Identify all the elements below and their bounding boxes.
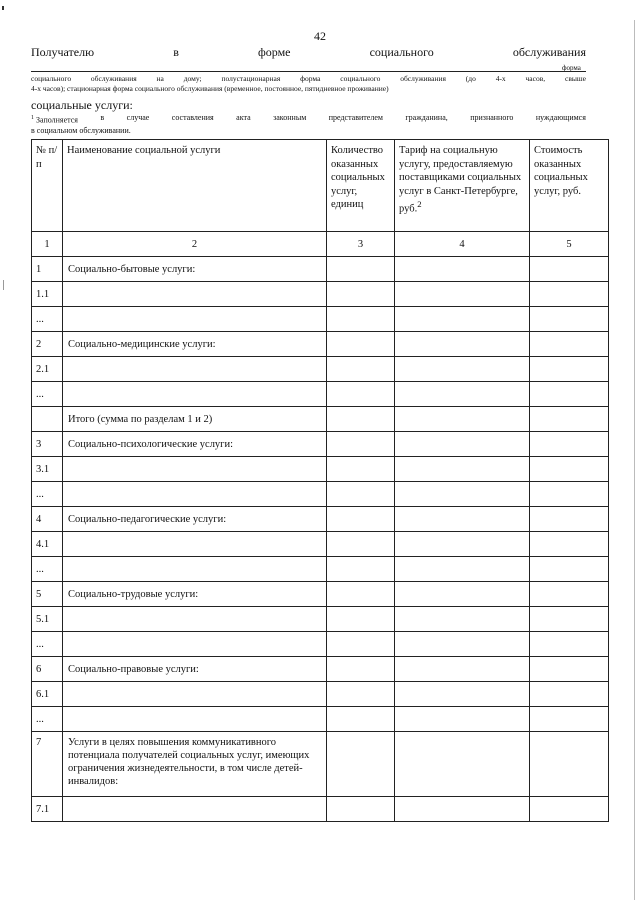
footnote-word: акта <box>236 113 251 122</box>
col-number: 3 <box>327 232 395 257</box>
table-row <box>32 707 609 732</box>
recipient-word: в <box>173 45 179 59</box>
col-number: 4 <box>395 232 530 257</box>
row-tariff-cell <box>395 682 530 707</box>
row-cost-cell <box>530 657 609 682</box>
row-number: 5 <box>32 582 63 607</box>
row-number: 1 <box>32 257 63 282</box>
row-tariff-cell <box>395 282 530 307</box>
note-word: дому; <box>183 74 202 83</box>
table-row <box>32 257 609 282</box>
row-tariff-cell <box>395 257 530 282</box>
row-cost-cell <box>530 557 609 582</box>
row-number: ... <box>32 307 63 332</box>
row-cost-cell <box>530 607 609 632</box>
row-tariff-cell <box>395 407 530 432</box>
row-tariff-cell <box>395 582 530 607</box>
table-row <box>32 797 609 822</box>
row-cost-cell <box>530 382 609 407</box>
row-service-name <box>63 797 327 822</box>
note-word: обслуживания <box>400 74 446 83</box>
row-qty-cell <box>327 632 395 657</box>
row-tariff-cell <box>395 382 530 407</box>
row-number: ... <box>32 707 63 732</box>
footnote <box>31 113 586 136</box>
row-tariff-cell <box>395 557 530 582</box>
table-row <box>32 557 609 582</box>
footnote-word: Заполняется <box>36 115 78 125</box>
services-table <box>31 139 609 822</box>
row-qty-cell <box>327 532 395 557</box>
row-cost-cell <box>530 707 609 732</box>
footnote-word: представителем <box>328 113 383 122</box>
row-tariff-cell <box>395 482 530 507</box>
row-service-name <box>63 457 327 482</box>
header-name: Наименование социальной услуги <box>63 140 327 232</box>
row-service-name: Социально-правовые услуги: <box>63 657 327 682</box>
table-row <box>32 482 609 507</box>
row-qty-cell <box>327 257 395 282</box>
scan-mark <box>3 280 4 290</box>
row-service-name <box>63 382 327 407</box>
row-service-name <box>63 707 327 732</box>
row-cost-cell <box>530 307 609 332</box>
fill-in-underline <box>31 71 586 72</box>
row-number: 3.1 <box>32 457 63 482</box>
row-service-name <box>63 607 327 632</box>
row-qty-cell <box>327 582 395 607</box>
row-number: 6.1 <box>32 682 63 707</box>
recipient-word: Получателю <box>31 45 95 59</box>
table-row <box>32 582 609 607</box>
table-row <box>32 282 609 307</box>
col-number: 5 <box>530 232 609 257</box>
row-cost-cell <box>530 432 609 457</box>
row-tariff-cell <box>395 432 530 457</box>
footnote-word: случае <box>126 113 150 122</box>
row-number: 6 <box>32 657 63 682</box>
row-tariff-cell <box>395 732 530 797</box>
row-tariff-cell <box>395 532 530 557</box>
form-type-note <box>31 74 586 94</box>
row-cost-cell <box>530 407 609 432</box>
row-cost-cell <box>530 532 609 557</box>
row-cost-cell <box>530 797 609 822</box>
row-qty-cell <box>327 482 395 507</box>
row-cost-cell <box>530 732 609 797</box>
row-number: 7 <box>32 732 63 797</box>
row-service-name: Социально-психологические услуги: <box>63 432 327 457</box>
scan-mark <box>2 6 4 10</box>
row-number: 2 <box>32 332 63 357</box>
row-cost-cell <box>530 632 609 657</box>
row-qty-cell <box>327 732 395 797</box>
row-number: 2.1 <box>32 357 63 382</box>
row-cost-cell <box>530 257 609 282</box>
row-qty-cell <box>327 282 395 307</box>
footnote-word: законным <box>273 113 307 122</box>
footnote-word: составления <box>171 113 214 122</box>
row-tariff-cell <box>395 307 530 332</box>
row-tariff-cell <box>395 657 530 682</box>
recipient-word: форме <box>257 45 291 59</box>
row-cost-cell <box>530 582 609 607</box>
row-tariff-cell <box>395 457 530 482</box>
row-qty-cell <box>327 407 395 432</box>
table-header-row <box>32 140 609 232</box>
col-number: 2 <box>63 232 327 257</box>
row-service-name <box>63 482 327 507</box>
recipient-word: обслуживания <box>512 45 586 59</box>
table-row <box>32 632 609 657</box>
col-number: 1 <box>32 232 63 257</box>
row-tariff-cell <box>395 797 530 822</box>
note-word: форма <box>300 74 321 83</box>
row-number: 3 <box>32 432 63 457</box>
row-qty-cell <box>327 657 395 682</box>
row-cost-cell <box>530 457 609 482</box>
row-number: 4.1 <box>32 532 63 557</box>
row-tariff-cell <box>395 357 530 382</box>
row-number: 5.1 <box>32 607 63 632</box>
row-number: ... <box>32 382 63 407</box>
row-tariff-cell <box>395 332 530 357</box>
table-row <box>32 607 609 632</box>
header-tariff: Тариф на социальную услугу, предоставляемую поставщиками социальных услуг в Санкт-Петербурге, руб.$^2$ <box>395 140 530 232</box>
services-label: социальные услуги: <box>31 98 133 112</box>
row-service-name: Социально-трудовые услуги: <box>63 582 327 607</box>
row-number: 4 <box>32 507 63 532</box>
table-row <box>32 657 609 682</box>
scan-edge <box>634 20 635 900</box>
footnote-word: нуждающимся <box>535 113 586 122</box>
row-qty-cell <box>327 797 395 822</box>
footnote-line-2: в социальном обслуживании. <box>31 125 131 135</box>
row-service-name: Социально-бытовые услуги: <box>63 257 327 282</box>
row-qty-cell <box>327 707 395 732</box>
table-row <box>32 432 609 457</box>
footnote-word: признанного <box>470 113 514 122</box>
table-row <box>32 732 609 797</box>
row-service-name <box>63 532 327 557</box>
row-qty-cell <box>327 432 395 457</box>
recipient-word: социального <box>369 45 434 59</box>
row-cost-cell <box>530 682 609 707</box>
header-qty: Количество оказанных социальных услуг, единиц <box>327 140 395 232</box>
header-num: № п/п <box>32 140 63 232</box>
table-row <box>32 307 609 332</box>
table-row <box>32 357 609 382</box>
tariff-footnote-ref: 2 <box>417 199 422 209</box>
table-row <box>32 457 609 482</box>
row-service-name <box>63 682 327 707</box>
forma-small-label: форма <box>562 64 581 72</box>
row-tariff-cell <box>395 507 530 532</box>
row-number: ... <box>32 482 63 507</box>
row-service-name: Социально-педагогические услуги: <box>63 507 327 532</box>
note-word: социального <box>31 74 72 83</box>
row-service-name <box>63 282 327 307</box>
row-service-name: Услуги в целях повышения коммуникативного потенциала получателей социальных услуг, имеющих ограничения жизнедеятельности, в том числе детей-инвалидов: <box>63 732 327 797</box>
footnote-marker: 1 <box>31 115 34 121</box>
recipient-line <box>31 45 586 60</box>
header-cost: Стоимость оказанных социальных услуг, руб. <box>530 140 609 232</box>
note-line-1 <box>31 74 586 84</box>
row-qty-cell <box>327 507 395 532</box>
table-row <box>32 507 609 532</box>
row-cost-cell <box>530 357 609 382</box>
row-tariff-cell <box>395 707 530 732</box>
row-number: 1.1 <box>32 282 63 307</box>
table-row <box>32 532 609 557</box>
services-table-body <box>32 257 609 822</box>
row-cost-cell <box>530 482 609 507</box>
footnote-word: в <box>100 113 105 122</box>
footnote-word: гражданина, <box>405 113 448 122</box>
page-number: 42 <box>314 29 326 43</box>
row-service-name <box>63 307 327 332</box>
row-qty-cell <box>327 357 395 382</box>
note-word: (до <box>465 74 476 83</box>
table-row <box>32 407 609 432</box>
note-line-2: 4-х часов); стационарная форма социального обслуживания (временное, постоянное, пятидневное проживание) <box>31 84 389 93</box>
row-qty-cell <box>327 557 395 582</box>
row-cost-cell <box>530 332 609 357</box>
row-number: ... <box>32 632 63 657</box>
footnote-line-1 <box>31 113 586 126</box>
note-word: социального <box>340 74 381 83</box>
row-qty-cell <box>327 307 395 332</box>
row-number: 7.1 <box>32 797 63 822</box>
table-row <box>32 382 609 407</box>
row-qty-cell <box>327 457 395 482</box>
row-qty-cell <box>327 332 395 357</box>
row-service-name <box>63 557 327 582</box>
row-service-name: Социально-медицинские услуги: <box>63 332 327 357</box>
row-qty-cell <box>327 607 395 632</box>
row-tariff-cell <box>395 607 530 632</box>
note-word: полустационарная <box>221 74 281 83</box>
row-tariff-cell <box>395 632 530 657</box>
table-row <box>32 332 609 357</box>
note-word: 4-х <box>495 74 506 83</box>
column-number-row <box>32 232 609 257</box>
note-word: свыше <box>564 74 586 83</box>
row-service-name <box>63 357 327 382</box>
note-word: на <box>156 74 164 83</box>
row-service-name: Итого (сумма по разделам 1 и 2) <box>63 407 327 432</box>
row-qty-cell <box>327 382 395 407</box>
row-cost-cell <box>530 282 609 307</box>
row-qty-cell <box>327 682 395 707</box>
row-number <box>32 407 63 432</box>
note-word: обслуживания <box>90 74 137 83</box>
row-number: ... <box>32 557 63 582</box>
row-service-name <box>63 632 327 657</box>
row-cost-cell <box>530 507 609 532</box>
table-row <box>32 682 609 707</box>
note-word: часов, <box>525 74 546 83</box>
